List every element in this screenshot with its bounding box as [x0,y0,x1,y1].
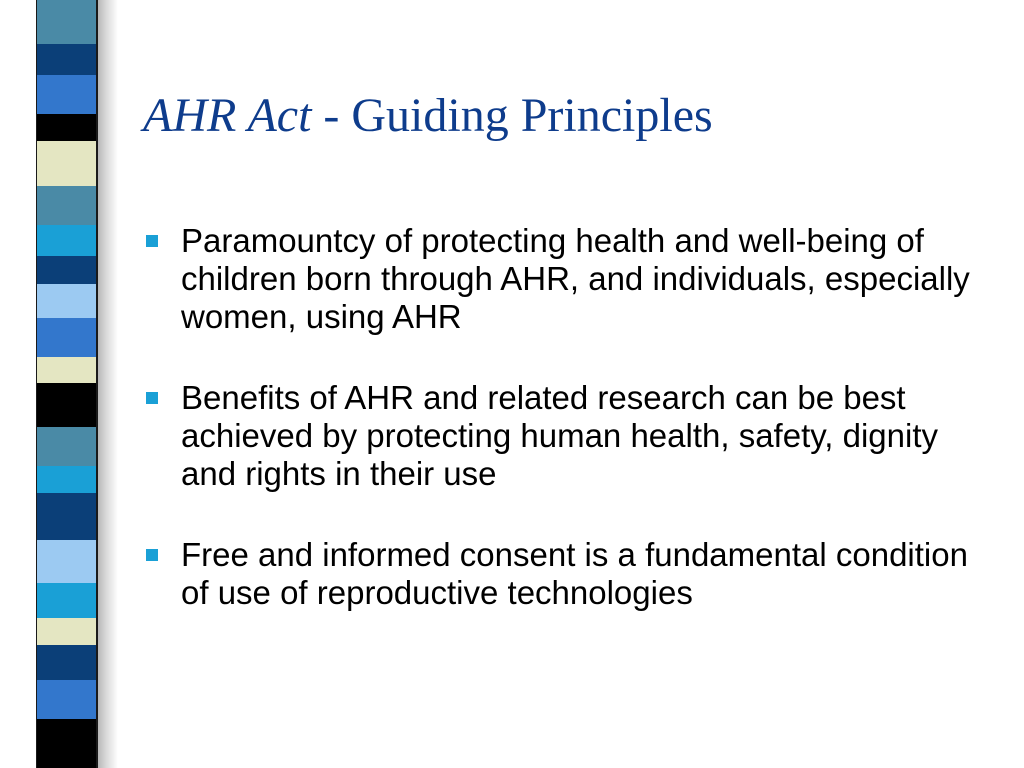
stripe-block [36,225,98,256]
bullet-item [143,379,993,493]
stripe-block [36,186,98,225]
decorative-stripe [36,0,98,768]
stripe-block [36,75,98,114]
stripe-block [36,357,98,383]
stripe-block [36,618,98,645]
slide-title-rest: - Guiding Principles [311,89,713,142]
bullet-item [143,222,993,336]
stripe-block [36,383,98,427]
stripe-block [36,44,98,75]
slide-title [143,88,713,143]
stripe-block [36,427,98,466]
stripe-block [36,141,98,186]
bullet-list [143,222,993,655]
bullet-item [143,536,993,612]
stripe-block [36,318,98,357]
square-bullet-icon [146,549,158,561]
bullet-text: Paramountcy of protecting health and well-being of children born through AHR, and individuals, especially women, using AHR [181,222,970,335]
stripe-block [36,0,98,18]
stripe-block [36,540,98,583]
stripe-block [36,466,98,493]
bullet-text: Benefits of AHR and related research can be best achieved by protecting human health, safety, dignity and rights in their use [181,379,939,492]
square-bullet-icon [146,235,158,247]
stripe-block [36,493,98,540]
square-bullet-icon [146,392,158,404]
decorative-stripe-shadow [96,0,118,768]
stripe-block [36,284,98,318]
stripe-block [36,18,98,44]
stripe-block [36,719,98,768]
stripe-block [36,583,98,618]
stripe-block [36,256,98,283]
slide-title-italic: AHR Act [143,89,312,142]
stripe-block [36,680,98,719]
stripe-block [36,645,98,680]
stripe-block [36,114,98,141]
bullet-text: Free and informed consent is a fundamental condition of use of reproductive technologies [181,536,968,611]
